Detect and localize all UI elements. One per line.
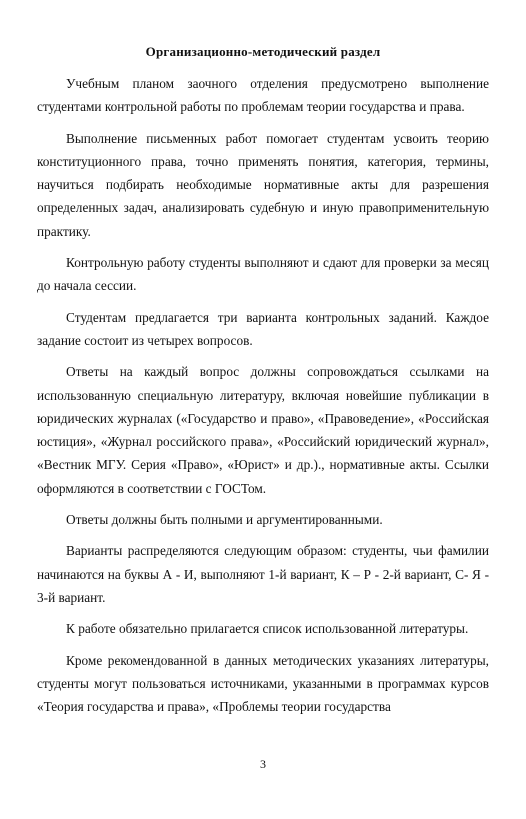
paragraph: К работе обязательно прилагается список использованной литературы.: [66, 621, 469, 637]
document-body: [37, 72, 489, 726]
paragraph: Студентам предлагается три варианта контрольных заданий. Каждое задание состоит из четырех вопросов.: [37, 309, 489, 348]
section-title: Организационно-методический раздел: [145, 44, 381, 59]
paragraph: Контрольную работу студенты выполняют и сдают для проверки за месяц до начала сессии.: [37, 255, 489, 294]
paragraph: Ответы на каждый вопрос должны сопровождаться ссылками на использованную специальную литературу, включая новейшие публикации в юридических журналах («Государство и право», «Правоведение», «Российская юстиция», «Журнал российского права», «Российский юридический журнал», «Вестник МГУ. Серия «Право», «Юрист» и др.)., нормативные акты. Ссылки оформляются в соответствии с ГОСТом.: [37, 364, 489, 496]
paragraph: Ответы должны быть полными и аргументированными.: [66, 512, 383, 528]
page-number: 3: [260, 757, 266, 771]
paragraph: Кроме рекомендованной в данных методических указаниях литературы, студенты могут пользоваться источниками, указанными в программах курсов «Теория государства и права», «Проблемы теории государства: [37, 652, 489, 715]
paragraph: Варианты распределяются следующим образом: студенты, чьи фамилии начинаются на буквы А - И, выполняют 1-й вариант, К – Р - 2-й вариант, С- Я - 3-й вариант.: [37, 543, 489, 605]
paragraph: Выполнение письменных работ помогает студентам усвоить теорию конституционного права, точно применять понятия, категория, термины, научиться подбирать необходимые нормативные акты для разрешения определенных задач, анализировать судебную и иную правоприменительную практику.: [37, 130, 489, 239]
paragraph: Учебным планом заочного отделения предусмотрено выполнение студентами контрольной работы по проблемам теории государства и права.: [37, 76, 489, 115]
